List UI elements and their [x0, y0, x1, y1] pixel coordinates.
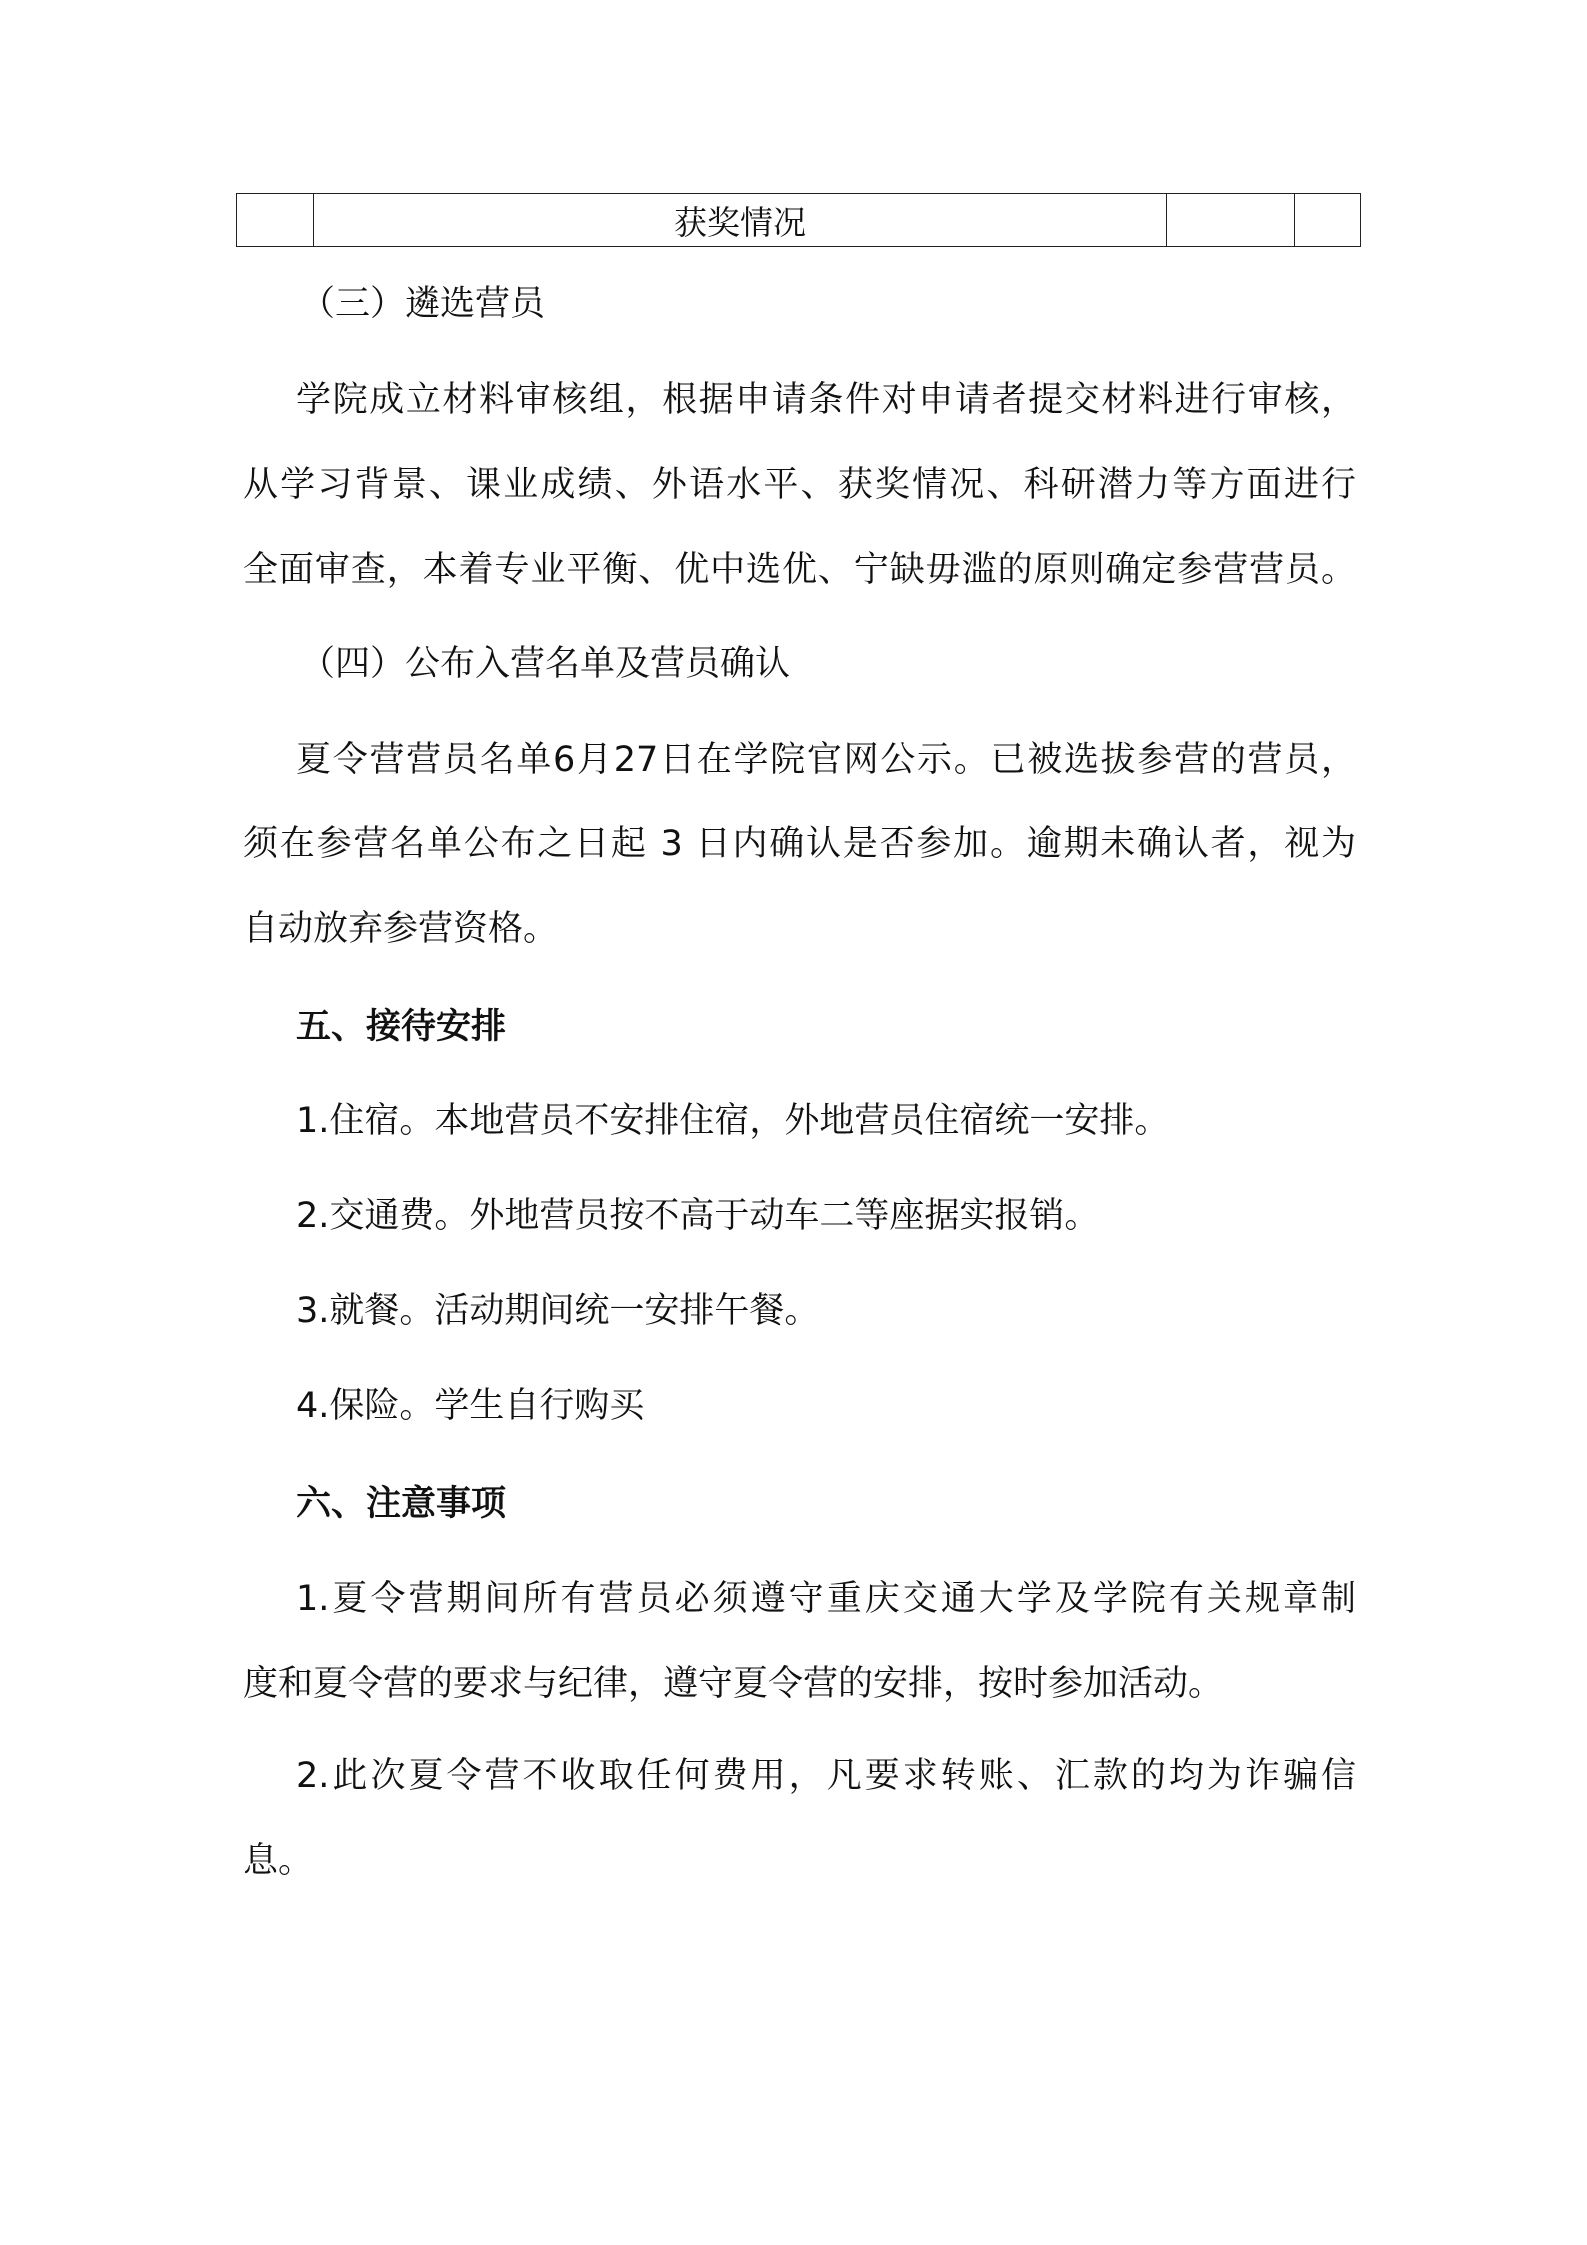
section3-para-line-1: 学院成立材料审核组，根据申请条件对申请者提交材料进行审核，	[296, 380, 1356, 420]
notes-item-2-line-1: 2.此次夏令营不收取任何费用，凡要求转账、汇款的均为诈骗信	[296, 1756, 1356, 1796]
table-cell-empty-1	[237, 194, 314, 247]
reception-item-4: 4.保险。学生自行购买	[296, 1386, 645, 1426]
notes-item-1-line-2: 度和夏令营的要求与纪律，遵守夏令营的安排，按时参加活动。	[243, 1664, 1224, 1704]
section3-para-line-3: 全面审查，本着专业平衡、优中选优、宁缺毋滥的原则确定参营营员。	[243, 550, 1356, 590]
section4-title: （四）公布入营名单及营员确认	[300, 644, 791, 684]
table-cell-empty-4	[1295, 194, 1361, 247]
section4-para-line-3: 自动放弃参营资格。	[243, 909, 559, 949]
reception-item-1: 1.住宿。本地营员不安排住宿，外地营员住宿统一安排。	[296, 1101, 1170, 1141]
section4-para-line-2: 须在参营名单公布之日起 3 日内确认是否参加。逾期未确认者，视为	[243, 824, 1356, 864]
heading-reception: 五、接待安排	[296, 1007, 507, 1047]
section3-title: （三）遴选营员	[300, 284, 546, 324]
section4-para-line-1: 夏令营营员名单6月27日在学院官网公示。已被选拔参营的营员，	[296, 740, 1356, 780]
award-table-row	[236, 193, 1361, 247]
heading-notes: 六、注意事项	[296, 1484, 507, 1524]
notes-item-2-line-2: 息。	[243, 1841, 314, 1881]
section3-para-line-2: 从学习背景、课业成绩、外语水平、获奖情况、科研潜力等方面进行	[243, 465, 1356, 505]
reception-item-3: 3.就餐。活动期间统一安排午餐。	[296, 1291, 820, 1331]
reception-item-2: 2.交通费。外地营员按不高于动车二等座据实报销。	[296, 1196, 1100, 1236]
table-row	[237, 194, 1361, 247]
table-cell-empty-3	[1167, 194, 1295, 247]
table-cell-awards: 获奖情况	[314, 194, 1167, 247]
notes-item-1-line-1: 1.夏令营期间所有营员必须遵守重庆交通大学及学院有关规章制	[296, 1579, 1356, 1619]
